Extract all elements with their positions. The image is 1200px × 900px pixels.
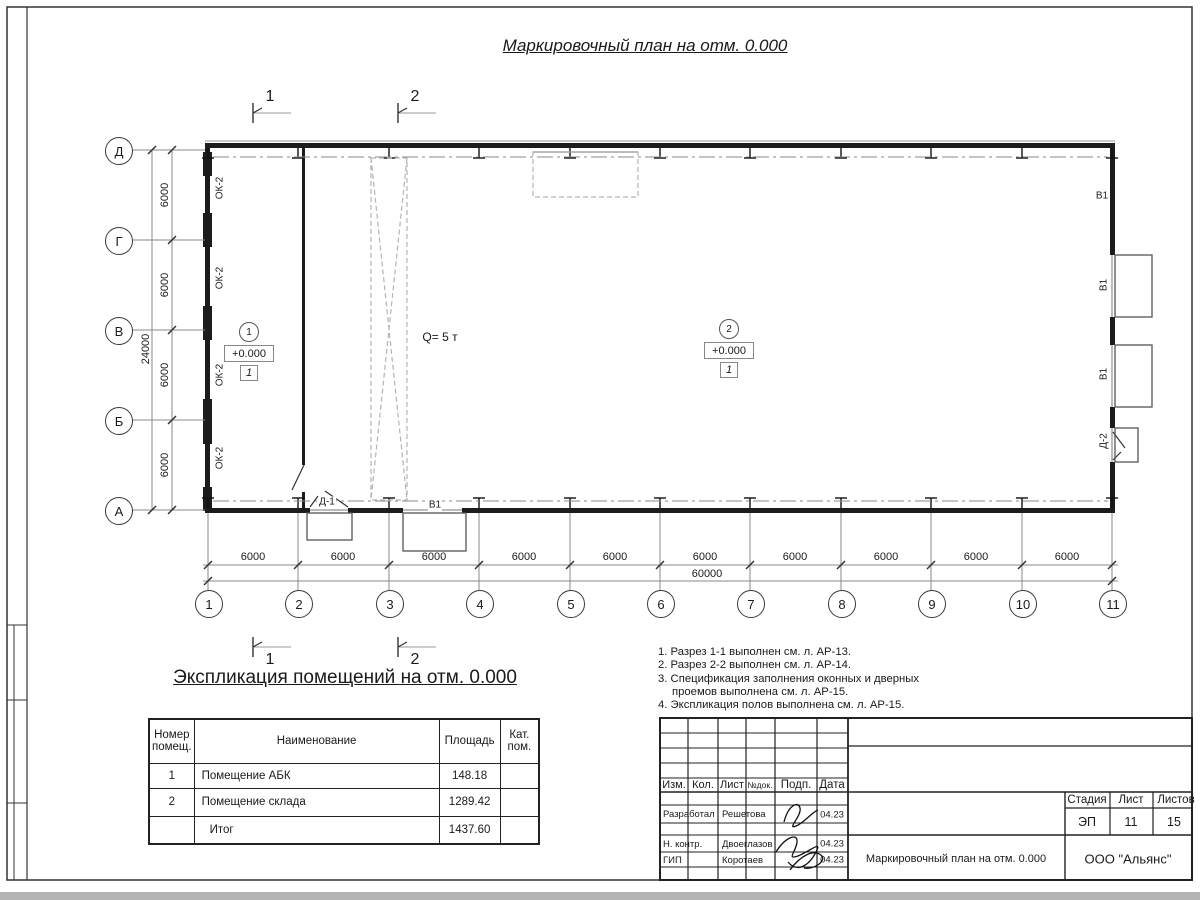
room-2-elevation: +0.000	[704, 342, 754, 359]
tb-col-ndoc: №док.	[747, 780, 773, 790]
column-marks	[202, 148, 1118, 508]
section-1-number-top: 1	[265, 88, 275, 105]
tb-role-developer: Разработал	[663, 809, 715, 820]
window-label: ОК-2	[214, 446, 226, 470]
dim-bay: 6000	[421, 551, 447, 563]
plan-dimensions	[131, 150, 1118, 590]
tb-col-izm: Изм.	[662, 779, 686, 791]
tb-company: ООО "Альянс"	[1084, 851, 1172, 867]
gate-label: В1	[1095, 190, 1109, 202]
room-2-floor-type: 1	[720, 362, 738, 378]
door-1-label: Д-1	[319, 496, 335, 508]
axis-bubble-7: 7	[737, 590, 765, 618]
schedule-total-row: Итог 1437.60	[149, 816, 539, 844]
room-2-marker: 2	[719, 319, 739, 339]
tb-stage-label: Стадия	[1067, 794, 1107, 806]
note-line: 2. Разрез 2-2 выполнен см. л. АР-14.	[658, 659, 852, 672]
dimension-ticks	[148, 146, 1116, 585]
section-1-number-bottom: 1	[265, 651, 275, 668]
tb-doc-title: Маркировочный план на отм. 0.000	[865, 853, 1047, 865]
schedule-row: 2 Помещение склада 1289.42	[149, 788, 539, 816]
crane-capacity-label: Q= 5 т	[422, 330, 458, 344]
axis-bubble-4: 4	[466, 590, 494, 618]
sheet-title: Маркировочный план на отм. 0.000	[502, 36, 788, 55]
tb-col-data: Дата	[819, 779, 845, 791]
section-marks	[253, 103, 436, 657]
axis-bubble-d: Д	[105, 137, 133, 165]
note-line: 3. Спецификация заполнения оконных и дверных	[658, 672, 920, 685]
dim-bay: 6000	[159, 362, 171, 388]
window-label: ОК-2	[214, 176, 226, 200]
schedule-header-cat: Кат. пом.	[500, 719, 539, 763]
note-line: проемов выполнена см. л. АР-15.	[672, 685, 849, 698]
schedule-heading: Экспликация помещений на отм. 0.000	[173, 667, 517, 688]
axis-bubble-6: 6	[647, 590, 675, 618]
note-line: 4. Экспликация полов выполнена см. л. АР-15.	[658, 699, 905, 712]
window-label: ОК-2	[214, 266, 226, 290]
tb-sheet-label: Лист	[1118, 794, 1144, 806]
axis-bubble-9: 9	[918, 590, 946, 618]
window-label: ОК-2	[214, 363, 226, 387]
dim-bay: 6000	[159, 182, 171, 208]
dim-total-width: 60000	[691, 568, 723, 580]
dim-bay: 6000	[159, 452, 171, 478]
tb-date-gip: 04.23	[820, 854, 844, 866]
window-bottom-edge	[0, 892, 1200, 900]
crane-outline	[371, 152, 638, 500]
note-line: 1. Разрез 1-1 выполнен см. л. АР-13.	[658, 646, 852, 658]
axis-bubble-5: 5	[557, 590, 585, 618]
tb-name-gip: Коротаев	[722, 855, 764, 866]
axis-bubble-8: 8	[828, 590, 856, 618]
dim-bay: 6000	[782, 551, 808, 563]
tb-date-developer: 04.23	[820, 809, 844, 821]
tb-sheets-label: Листов	[1157, 794, 1195, 806]
tb-name-ncontrol: Двоеглазов	[722, 839, 773, 850]
gate-label: В1	[428, 499, 442, 511]
tb-role-ncontrol: Н. контр.	[663, 839, 703, 850]
dim-bay: 6000	[159, 272, 171, 298]
dim-bay: 6000	[511, 551, 537, 563]
room-1-elevation: +0.000	[224, 345, 274, 362]
dim-bay: 6000	[240, 551, 266, 563]
tb-name-developer: Решетова	[722, 809, 766, 820]
gate-label: В1	[1098, 367, 1110, 381]
section-2-number-top: 2	[410, 88, 420, 105]
dim-bay: 6000	[963, 551, 989, 563]
schedule-header-no: Номер помещ.	[149, 719, 194, 763]
door-2-label: Д-2	[1098, 433, 1110, 449]
dim-bay: 6000	[1054, 551, 1080, 563]
room-schedule-table	[148, 718, 540, 845]
dim-bay: 6000	[692, 551, 718, 563]
tb-sheet-number: 11	[1124, 815, 1138, 829]
dim-bay: 6000	[873, 551, 899, 563]
tb-date-ncontrol: 04.23	[820, 838, 844, 850]
dim-total-height: 24000	[140, 333, 152, 365]
drawing-notes	[658, 646, 919, 712]
axis-bubble-g: Г	[105, 227, 133, 255]
dim-bay: 6000	[602, 551, 628, 563]
axis-bubble-11: 11	[1099, 590, 1127, 618]
tb-col-kol: Кол.	[692, 779, 714, 791]
axis-bubble-b: Б	[105, 407, 133, 435]
axis-bubble-10: 10	[1009, 590, 1037, 618]
tb-role-gip: ГИП	[663, 855, 682, 866]
door-swings	[292, 432, 1125, 507]
room-1-floor-type: 1	[240, 365, 258, 381]
schedule-row: 1 Помещение АБК 148.18	[149, 763, 539, 788]
schedule-header-name: Наименование	[194, 719, 439, 763]
axis-bubble-3: 3	[376, 590, 404, 618]
schedule-header-row	[149, 719, 539, 763]
room-1-marker: 1	[239, 322, 259, 342]
schedule-header-area: Площадь	[439, 719, 500, 763]
section-2-number-bottom: 2	[410, 651, 420, 668]
tb-sheets-total: 15	[1167, 815, 1181, 829]
axis-bubble-v: В	[105, 317, 133, 345]
tb-stage-value: ЭП	[1078, 815, 1096, 829]
axis-bubble-2: 2	[285, 590, 313, 618]
plan-axis-lines	[213, 157, 1108, 501]
signatures	[776, 804, 823, 870]
axis-bubble-1: 1	[195, 590, 223, 618]
gate-label: В1	[1098, 278, 1110, 292]
axis-bubble-a: А	[105, 497, 133, 525]
dim-bay: 6000	[330, 551, 356, 563]
plan-walls	[203, 141, 1115, 513]
tb-col-list: Лист	[720, 779, 744, 791]
tb-col-podp: Подп.	[780, 779, 812, 791]
